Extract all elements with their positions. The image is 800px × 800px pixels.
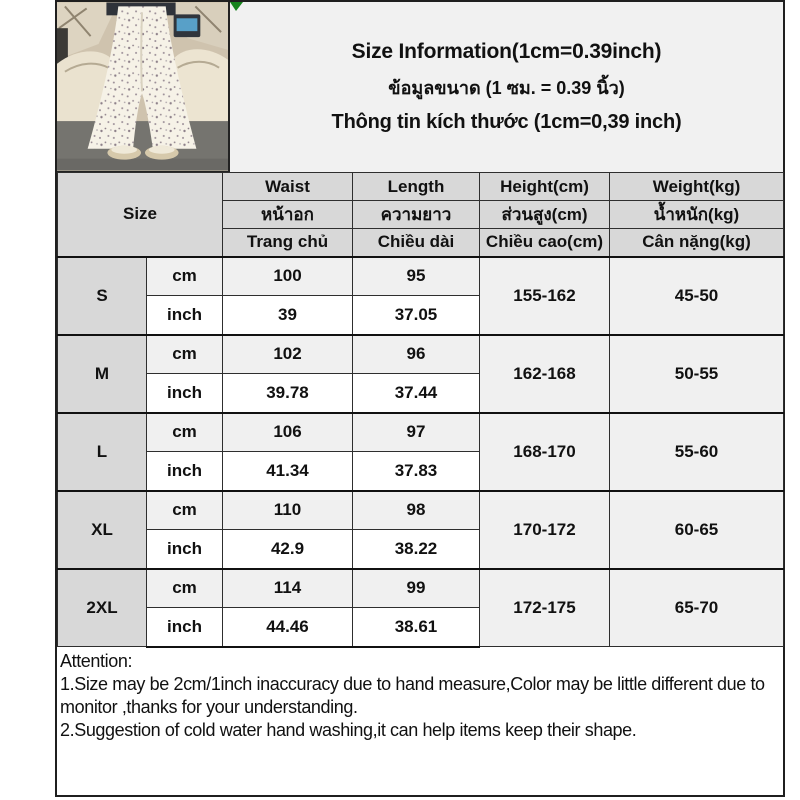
length-inch-value: 37.44 [353,374,480,413]
waist-inch-value: 39 [223,296,353,335]
product-photo-illustration [57,2,228,171]
height-range: 170-172 [480,491,610,569]
col-header-height-th: ส่วนสูง(cm) [480,201,610,229]
waist-inch-value: 42.9 [223,530,353,569]
unit-cm: cm [147,335,223,374]
table-row [58,491,784,530]
size-chart-frame [55,0,785,797]
unit-inch: inch [147,296,223,335]
waist-cm-value: 102 [223,335,353,374]
waist-inch-value: 41.34 [223,452,353,491]
unit-inch: inch [147,374,223,413]
size-label-l: L [58,413,147,491]
table-row [58,569,784,608]
unit-cm: cm [147,413,223,452]
height-range: 162-168 [480,335,610,413]
col-header-weight-vi: Cân nặng(kg) [610,229,784,257]
unit-cm: cm [147,491,223,530]
length-cm-value: 97 [353,413,480,452]
table-row [58,257,784,296]
col-header-weight-th: น้ำหนัก(kg) [610,201,784,229]
weight-range: 50-55 [610,335,784,413]
table-row [58,413,784,452]
col-header-length-th: ความยาว [353,201,480,229]
height-range: 172-175 [480,569,610,647]
col-header-length-en: Length [353,173,480,201]
unit-inch: inch [147,530,223,569]
length-inch-value: 38.22 [353,530,480,569]
weight-range: 65-70 [610,569,784,647]
waist-inch-value: 39.78 [223,374,353,413]
attention-notes [60,650,780,742]
length-inch-value: 37.83 [353,452,480,491]
title-panel [230,2,783,172]
title-thai: ข้อมูลขนาด (1 ซม. = 0.39 นิ้ว) [388,78,625,98]
attention-item-2: 2.Suggestion of cold water hand washing,it can help items keep their shape. [60,720,637,740]
waist-cm-value: 100 [223,257,353,296]
waist-cm-value: 106 [223,413,353,452]
height-range: 168-170 [480,413,610,491]
title-english: Size Information(1cm=0.39inch) [351,40,662,63]
attention-item-1: 1.Size may be 2cm/1inch inaccuracy due to hand measure,Color may be little different due to monitor ,thanks for your understanding. [60,674,765,717]
length-inch-value: 37.05 [353,296,480,335]
size-table [57,172,784,648]
length-inch-value: 38.61 [353,608,480,647]
unit-cm: cm [147,569,223,608]
height-range: 155-162 [480,257,610,335]
col-header-length-vi: Chiều dài [353,229,480,257]
col-header-height-en: Height(cm) [480,173,610,201]
col-header-weight-en: Weight(kg) [610,173,784,201]
size-column-header: Size [58,173,223,257]
size-label-m: M [58,335,147,413]
col-header-height-vi: Chiều cao(cm) [480,229,610,257]
length-cm-value: 96 [353,335,480,374]
length-cm-value: 98 [353,491,480,530]
waist-cm-value: 114 [223,569,353,608]
unit-inch: inch [147,608,223,647]
col-header-waist-th: หน้าอก [223,201,353,229]
weight-range: 45-50 [610,257,784,335]
size-label-xl: XL [58,491,147,569]
product-photo [57,2,230,172]
col-header-waist-en: Waist [223,173,353,201]
unit-cm: cm [147,257,223,296]
weight-range: 60-65 [610,491,784,569]
waist-cm-value: 110 [223,491,353,530]
length-cm-value: 95 [353,257,480,296]
weight-range: 55-60 [610,413,784,491]
green-corner-marker-icon [230,2,243,11]
attention-heading: Attention: [60,651,133,671]
waist-inch-value: 44.46 [223,608,353,647]
size-label-2xl: 2XL [58,569,147,647]
col-header-waist-vi: Trang chủ [223,229,353,257]
table-row [58,335,784,374]
length-cm-value: 99 [353,569,480,608]
size-label-s: S [58,257,147,335]
title-vietnamese: Thông tin kích thước (1cm=0,39 inch) [331,111,682,133]
unit-inch: inch [147,452,223,491]
